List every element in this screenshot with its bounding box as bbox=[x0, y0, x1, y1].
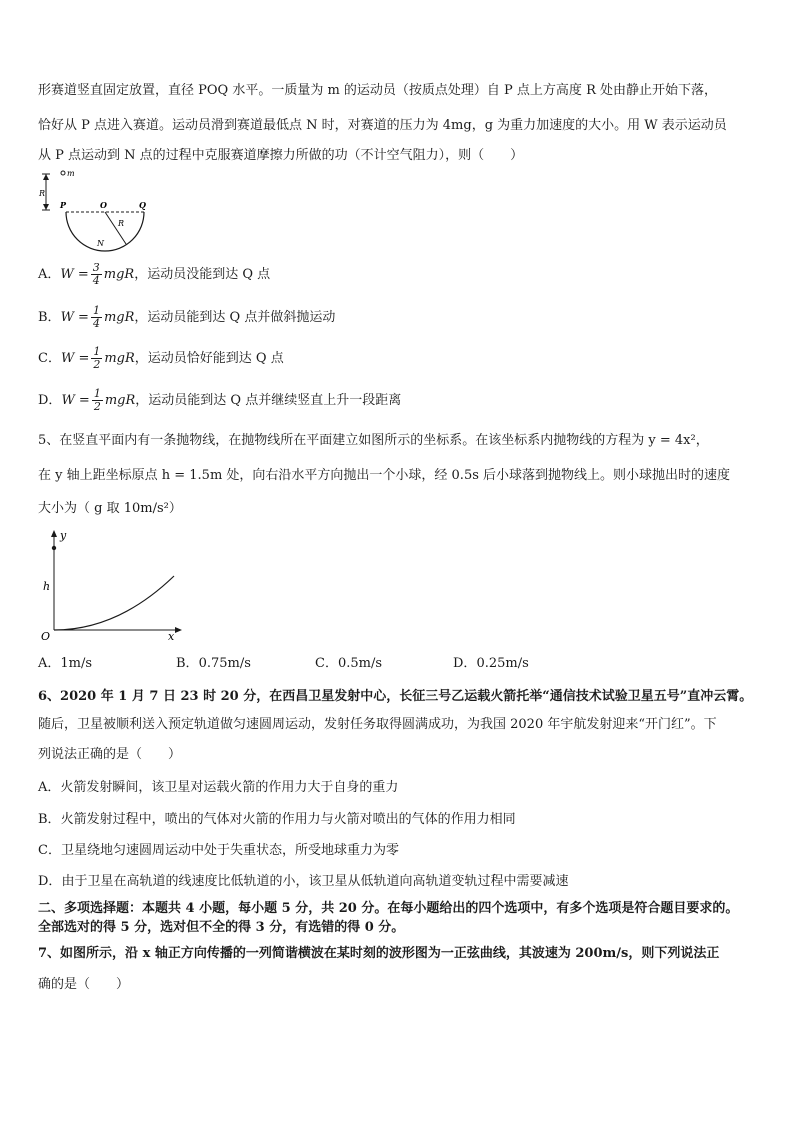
q4-option-a[interactable]: A．W = $\frac{3}{4}$ mgR，运动员没能到达 Q 点 bbox=[38, 261, 271, 287]
q4-line-2: 恰好从 P 点进入赛道。运动员滑到赛道最低点 N 时，对赛道的压力为 4mg，g 为重力加速度的大小。用 W 表示运动员 bbox=[38, 118, 727, 133]
q4-track-figure bbox=[38, 166, 168, 252]
q5-line-1: 5、在竖直平面内有一条抛物线，在抛物线所在平面建立如图所示的坐标系。在该坐标系内抛物线的方程为 y = 4x²， bbox=[38, 433, 709, 448]
q5-option-b[interactable]: B．0.75m/s bbox=[176, 656, 251, 671]
fig-label-h: h bbox=[43, 580, 51, 593]
q4-line-3: 从 P 点运动到 N 点的过程中克服赛道摩擦力所做的功（不计空气阻力），则（ ） bbox=[38, 148, 524, 163]
q6-option-d[interactable]: D．由于卫星在高轨道的线速度比低轨道的小，该卫星从低轨道向高轨道变轨过程中需要减速 bbox=[38, 874, 569, 889]
q4-option-d[interactable]: D．W = $\frac{1}{2}$ mgR，运动员能到达 Q 点并继续竖直上升一段距离 bbox=[38, 387, 402, 413]
q4-option-c[interactable]: C．W = $\frac{1}{2}$ mgR，运动员恰好能到达 Q 点 bbox=[38, 345, 284, 371]
q6-line-1: 6、2020 年 1 月 7 日 23 时 20 分，在西昌卫星发射中心，长征三号乙运载火箭托举“通信技术试验卫星五号”直冲云霄。 bbox=[38, 689, 753, 704]
q6-option-b[interactable]: B．火箭发射过程中，喷出的气体对火箭的作用力与火箭对喷出的气体的作用力相同 bbox=[38, 812, 516, 827]
fig-label-x: x bbox=[168, 630, 175, 643]
section2-heading-line-2: 全部选对的得 5 分，选对但不全的得 3 分，有选错的得 0 分。 bbox=[38, 920, 405, 935]
q4-line-1: 形赛道竖直固定放置，直径 POQ 水平。一质量为 m 的运动员（按质点处理）自 P 点上方高度 R 处由静止开始下落， bbox=[38, 83, 717, 98]
fig-label-R-height: R bbox=[39, 189, 46, 198]
q6-line-2: 随后，卫星被顺利送入预定轨道做匀速圆周运动，发射任务取得圆满成功，为我国 2020 年宇航发射迎来“开门红”。下 bbox=[38, 717, 717, 732]
fig-label-m: m bbox=[67, 169, 75, 178]
fig-label-P: P bbox=[60, 200, 67, 210]
q4-option-b[interactable]: B．W = $\frac{1}{4}$ mgR，运动员能到达 Q 点并做斜抛运动 bbox=[38, 304, 336, 330]
fig-label-Q: Q bbox=[139, 200, 146, 210]
q5-line-2: 在 y 轴上距坐标原点 h = 1.5m 处，向右沿水平方向抛出一个小球，经 0.5s 后小球落到抛物线上。则小球抛出时的速度 bbox=[38, 468, 731, 483]
q5-option-c[interactable]: C．0.5m/s bbox=[315, 656, 383, 671]
q5-option-d[interactable]: D．0.25m/s bbox=[453, 656, 529, 671]
q5-parabola-figure bbox=[38, 526, 188, 644]
fig-label-N: N bbox=[97, 239, 104, 248]
section2-heading-line-1: 二、多项选择题：本题共 4 小题，每小题 5 分，共 20 分。在每小题给出的四个选项中，有多个选项是符合题目要求的。 bbox=[38, 901, 739, 916]
q7-line-2: 确的是（ ） bbox=[38, 977, 130, 992]
q6-line-3: 列说法正确的是（ ） bbox=[38, 747, 182, 762]
fig-label-origin: O bbox=[41, 630, 51, 643]
q6-option-c[interactable]: C．卫星绕地匀速圆周运动中处于失重状态，所受地球重力为零 bbox=[38, 843, 399, 858]
fig-label-R-radius: R bbox=[118, 219, 125, 228]
fig-label-O: O bbox=[100, 200, 107, 210]
fig-label-y: y bbox=[60, 529, 67, 542]
q5-line-3: 大小为（ g 取 10m/s²） bbox=[38, 501, 182, 516]
q6-option-a[interactable]: A．火箭发射瞬间，该卫星对运载火箭的作用力大于自身的重力 bbox=[38, 780, 399, 795]
q7-line-1: 7、如图所示，沿 x 轴正方向传播的一列简谐横波在某时刻的波形图为一正弦曲线，其波速为 200m/s，则下列说法正 bbox=[38, 946, 720, 961]
q5-option-a[interactable]: A．1m/s bbox=[38, 656, 93, 671]
